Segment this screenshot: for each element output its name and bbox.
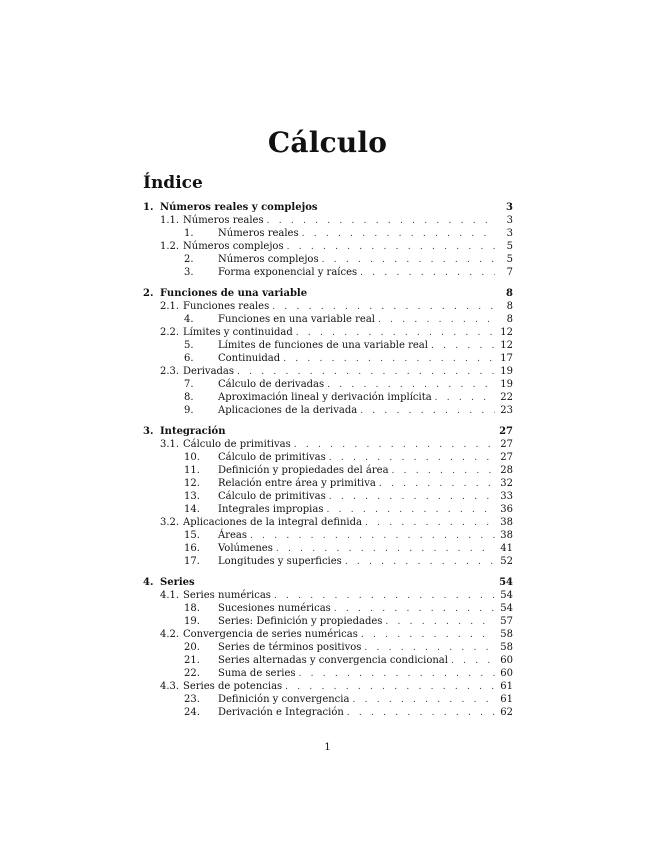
- toc-entry-label: Derivadas: [183, 366, 235, 377]
- toc-entry-number: 4.3.: [160, 681, 180, 692]
- toc-entry-page: 62: [500, 707, 513, 718]
- toc-entry-page: 22: [500, 392, 513, 403]
- toc-entry-label: Áreas: [218, 530, 248, 541]
- toc-section[interactable]: [143, 680, 513, 693]
- toc-entry-number: 18.: [184, 603, 200, 614]
- toc-entry-number: 1.1.: [160, 215, 180, 226]
- toc-heading: Índice: [143, 173, 203, 193]
- toc-entry-number: 7.: [184, 379, 194, 390]
- toc-subsection[interactable]: [143, 253, 513, 266]
- toc-subsection[interactable]: [143, 602, 513, 615]
- toc-entry-number: 16.: [184, 543, 200, 554]
- toc-entry-label: Cálculo de derivadas: [218, 379, 325, 390]
- toc-entry-label: Series: [160, 577, 195, 588]
- toc-entry-label: Definición y convergencia: [218, 694, 350, 705]
- toc-entry-label: Funciones en una variable real: [218, 314, 375, 325]
- toc-entry-page: 17: [500, 353, 513, 364]
- toc-entry-number: 24.: [184, 707, 200, 718]
- toc-entry-page: 32: [500, 478, 513, 489]
- toc-entry-number: 22.: [184, 668, 200, 679]
- document-title: Cálculo: [267, 126, 388, 159]
- toc-entry-label: Números reales: [183, 215, 264, 226]
- toc-entry-number: 19.: [184, 616, 200, 627]
- toc-entry-label: Definición y propiedades del área: [218, 465, 389, 476]
- toc-entry-page: 23: [500, 405, 513, 416]
- toc-entry-number: 14.: [184, 504, 200, 515]
- toc-entry-label: Forma exponencial y raíces: [218, 267, 358, 278]
- toc-entry-number: 9.: [184, 405, 194, 416]
- toc-subsection[interactable]: [143, 464, 513, 477]
- toc-entry-number: 13.: [184, 491, 200, 502]
- toc-subsection[interactable]: [143, 706, 513, 719]
- toc-section[interactable]: [143, 365, 513, 378]
- toc-entry-page: 19: [500, 366, 513, 377]
- toc-entry-label: Aplicaciones de la integral definida: [183, 517, 362, 528]
- toc-entry-page: 61: [500, 694, 513, 705]
- toc-entry-number: 1.: [143, 202, 154, 213]
- toc-entry-page: 12: [500, 327, 513, 338]
- dot-leader: [347, 707, 495, 720]
- toc-entry-number: 11.: [184, 465, 200, 476]
- toc-entry-number: 2.1.: [160, 301, 180, 312]
- toc-entry-number: 15.: [184, 530, 200, 541]
- toc-entry-label: Aplicaciones de la derivada: [218, 405, 358, 416]
- toc-entry-label: Números complejos: [218, 254, 319, 265]
- toc-entry-page: 5: [506, 254, 513, 265]
- toc-entry-page: 58: [500, 629, 513, 640]
- toc-chapter[interactable]: [143, 576, 513, 589]
- toc-entry-label: Sucesiones numéricas: [218, 603, 331, 614]
- toc-entry-label: Integración: [160, 426, 226, 437]
- toc-subsection[interactable]: [143, 477, 513, 490]
- toc-section[interactable]: [143, 589, 513, 602]
- toc-entry-page: 61: [500, 681, 513, 692]
- toc-entry-page: 19: [500, 379, 513, 390]
- toc-subsection[interactable]: [143, 378, 513, 391]
- toc-entry-label: Series de potencias: [183, 681, 283, 692]
- toc-entry-number: 10.: [184, 452, 200, 463]
- toc-subsection[interactable]: [143, 615, 513, 628]
- toc-entry-page: 8: [506, 301, 513, 312]
- toc-entry-label: Límites y continuidad: [183, 327, 293, 338]
- toc-entry-page: 12: [500, 340, 513, 351]
- toc-entry-page: 57: [500, 616, 513, 627]
- toc-entry-number: 4.: [143, 577, 154, 588]
- toc-entry-page: 41: [500, 543, 513, 554]
- toc-entry-page: 33: [500, 491, 513, 502]
- toc-entry-number: 6.: [184, 353, 194, 364]
- toc-subsection[interactable]: [143, 404, 513, 417]
- toc-entry-label: Series alternadas y convergencia condicional: [218, 655, 448, 666]
- toc-subsection[interactable]: [143, 266, 513, 279]
- dot-leader: [360, 405, 495, 418]
- toc-subsection[interactable]: [143, 227, 513, 240]
- dot-leader: [360, 267, 495, 280]
- toc-entry-label: Series de términos positivos: [218, 642, 362, 653]
- toc-chapter[interactable]: [143, 425, 513, 438]
- toc-entry-page: 54: [499, 577, 513, 588]
- toc-entry-label: Longitudes y superficies: [218, 556, 342, 567]
- toc-entry-label: Series: Definición y propiedades: [218, 616, 383, 627]
- toc-subsection[interactable]: [143, 313, 513, 326]
- toc-subsection[interactable]: [143, 451, 513, 464]
- toc-section[interactable]: [143, 326, 513, 339]
- toc-entry-page: 28: [500, 465, 513, 476]
- toc-subsection[interactable]: [143, 667, 513, 680]
- toc-entry-number: 5.: [184, 340, 194, 351]
- toc-entry-page: 54: [500, 603, 513, 614]
- page-number-footer: 1: [324, 742, 331, 753]
- toc-entry-number: 4.: [184, 314, 194, 325]
- toc-entry-page: 60: [500, 655, 513, 666]
- toc-subsection[interactable]: [143, 339, 513, 352]
- toc-entry-number: 8.: [184, 392, 194, 403]
- toc-entry-page: 27: [499, 426, 513, 437]
- toc-entry-page: 38: [500, 530, 513, 541]
- toc-entry-page: 8: [506, 314, 513, 325]
- toc-entry-label: Cálculo de primitivas: [218, 491, 326, 502]
- toc-section[interactable]: [143, 240, 513, 253]
- toc-entry-label: Números reales: [218, 228, 299, 239]
- toc-chapter[interactable]: [143, 287, 513, 300]
- toc-entry-page: 8: [506, 288, 513, 299]
- toc-section[interactable]: [143, 516, 513, 529]
- toc-entry-page: 3: [506, 202, 513, 213]
- toc-entry-label: Cálculo de primitivas: [183, 439, 291, 450]
- toc-entry-page: 27: [500, 439, 513, 450]
- toc-entry-label: Convergencia de series numéricas: [183, 629, 358, 640]
- toc-entry-label: Integrales impropias: [218, 504, 324, 515]
- toc-entry-number: 4.2.: [160, 629, 180, 640]
- toc-entry-number: 23.: [184, 694, 200, 705]
- toc-entry-label: Funciones de una variable: [160, 288, 308, 299]
- toc-entry-label: Series numéricas: [183, 590, 271, 601]
- toc-subsection[interactable]: [143, 352, 513, 365]
- toc-subsection[interactable]: [143, 391, 513, 404]
- toc-entry-page: 5: [506, 241, 513, 252]
- toc-entry-label: Límites de funciones de una variable real: [218, 340, 428, 351]
- toc-entry-number: 2.: [143, 288, 154, 299]
- toc-entry-number: 4.1.: [160, 590, 180, 601]
- toc-entry-label: Cálculo de primitivas: [218, 452, 326, 463]
- toc-entry-number: 1.2.: [160, 241, 180, 252]
- toc-entry-label: Números complejos: [183, 241, 284, 252]
- toc-entry-label: Continuidad: [218, 353, 281, 364]
- toc-entry-page: 58: [500, 642, 513, 653]
- toc-entry-number: 3.2.: [160, 517, 180, 528]
- toc-entry-label: Aproximación lineal y derivación implícita: [218, 392, 432, 403]
- toc-entry-page: 27: [500, 452, 513, 463]
- toc-entry-number: 2.: [184, 254, 194, 265]
- toc-entry-page: 36: [500, 504, 513, 515]
- toc-subsection[interactable]: [143, 542, 513, 555]
- toc-entry-number: 12.: [184, 478, 200, 489]
- toc-entry-label: Derivación e Integración: [218, 707, 344, 718]
- toc-entry-number: 3.: [184, 267, 194, 278]
- toc-entry-number: 17.: [184, 556, 200, 567]
- toc-entry-number: 20.: [184, 642, 200, 653]
- toc-section[interactable]: [143, 214, 513, 227]
- toc-entry-label: Suma de series: [218, 668, 296, 679]
- toc-subsection[interactable]: [143, 529, 513, 542]
- toc-entry-number: 21.: [184, 655, 200, 666]
- toc-entry-page: 38: [500, 517, 513, 528]
- toc-entry-label: Números reales y complejos: [160, 202, 318, 213]
- toc-subsection[interactable]: [143, 654, 513, 667]
- toc-entry-label: Relación entre área y primitiva: [218, 478, 376, 489]
- dot-leader: [345, 556, 495, 569]
- toc-subsection[interactable]: [143, 490, 513, 503]
- table-of-contents: [143, 201, 513, 719]
- toc-subsection[interactable]: [143, 555, 513, 568]
- toc-subsection[interactable]: [143, 503, 513, 516]
- toc-entry-page: 3: [506, 228, 513, 239]
- toc-entry-number: 2.2.: [160, 327, 180, 338]
- toc-entry-page: 60: [500, 668, 513, 679]
- toc-section[interactable]: [143, 438, 513, 451]
- toc-section[interactable]: [143, 628, 513, 641]
- toc-entry-number: 1.: [184, 228, 194, 239]
- toc-entry-label: Funciones reales: [183, 301, 270, 312]
- toc-entry-page: 3: [506, 215, 513, 226]
- toc-section[interactable]: [143, 300, 513, 313]
- toc-entry-page: 52: [500, 556, 513, 567]
- toc-entry-number: 3.1.: [160, 439, 180, 450]
- toc-entry-page: 7: [506, 267, 513, 278]
- toc-entry-label: Volúmenes: [218, 543, 273, 554]
- toc-chapter[interactable]: [143, 201, 513, 214]
- toc-entry-number: 3.: [143, 426, 154, 437]
- toc-subsection[interactable]: [143, 641, 513, 654]
- toc-entry-page: 54: [500, 590, 513, 601]
- toc-subsection[interactable]: [143, 693, 513, 706]
- toc-entry-number: 2.3.: [160, 366, 180, 377]
